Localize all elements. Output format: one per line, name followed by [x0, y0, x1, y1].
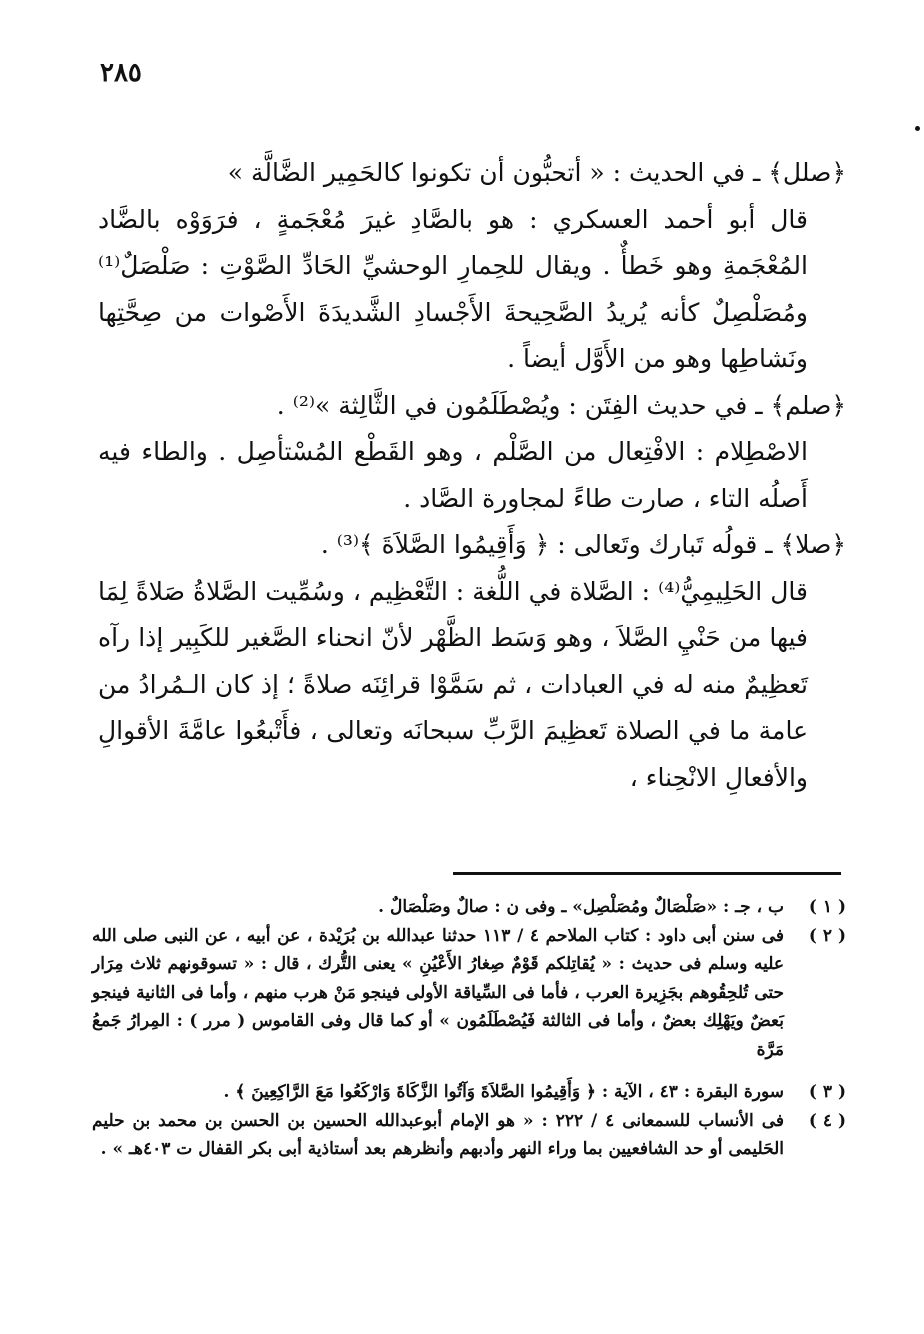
entry-sla-line-1: ـ قولُه تَبارك وتَعالى : ﴿ وَأَقِيمُوا الصَّلاَةَ ﴾⁽³⁾ .: [320, 530, 773, 559]
footnote-text: فى الأنساب للسمعانى ٤ / ٢٢٢ : « هو الإمام أبوعبدالله الحسين بن الحسن بن محمد بن حليم الحَليمى أو حد الشافعيين بما وراء النهر وأدبهم وأنظرهم بعد أستاذية أبى بكر القفال ت ٤٠٣هـ » .: [92, 1110, 784, 1159]
footnote-2: [92, 922, 846, 1065]
footnote-spacer: [92, 1064, 846, 1078]
footnote-1: [92, 893, 846, 922]
entry-sla-paragraph: قال الحَلِيمِيُّ⁽⁴⁾ : الصَّلاة في اللُّغة : التَّعْظِيم ، وسُمِّيت الصَّلاةُ صَلاةً لِمَا فيها من حَنْيِ الصَّلاَ ، وهو وَسَط الظَّهْر لأنّ انحناء الصَّغير للكَبِير إذا رآه تَعظِيمٌ منه له في العبادات ، ثم سَمَّوْا قرائِنَه صلاةً ؛ إذ كان الـمُرادُ من عامة ما في الصلاة تَعظِيمَ الرَّبِّ سبحانَه وتعالى ، فأَتْبعُوا عامَّةَ الأقوالِ والأفعالِ الانْحِناء ،: [98, 576, 808, 792]
main-text: [98, 150, 846, 801]
footnote-3: [92, 1078, 846, 1107]
entry-slm-heading-line: [98, 383, 846, 430]
entry-head-sll: ﴿صلل﴾: [768, 158, 846, 187]
footnote-number: ( ٤ ): [808, 1110, 846, 1131]
entry-head-slm: ﴿صلم﴾: [770, 390, 846, 420]
footnote-number: ( ٢ ): [808, 925, 846, 946]
entry-sll-paragraph: قال أبو أحمد العسكري : هو بالصَّادِ غيرَ مُعْجَمةٍ ، فرَوَوْه بالضَّاد المُعْجَمةِ وهو خَطأٌ . ويقال للحِمارِ الوحشيِّ الحَادِّ الصَّوْتِ : صَلْصَلٌ⁽¹⁾ ومُصَلْصِلٌ كأنه يُريدُ الصَّحِيحةَ الأَجْسادِ الشَّديدَةَ الأَصْوات من صِحَّتِها ونَشاطِها وهو من الأَوَّل أيضاً .: [98, 204, 808, 373]
footnote-divider: [453, 872, 841, 875]
footnote-text: ب ، جـ : «صَلْصَالٌ ومُصَلْصِل» ـ وفى ن : صالٌ وصَلْصَالٌ .: [378, 897, 784, 917]
footnotes: [92, 893, 846, 1164]
entry-sll-line-1: ـ في الحديث : « أتحبُّون أن تكونوا كالحَمِير الضَّالَّة »: [227, 158, 761, 187]
entry-sll-heading-line: [98, 150, 846, 197]
entry-slm-line-1: ـ في حديث الفِتَن : ويُصْطَلَمُون في الثَّالِثة »⁽²⁾ .: [276, 390, 763, 420]
footnote-text: فى سنن أبى داود : كتاب الملاحم ٤ / ١١٣ حدثنا عبدالله بن بُرَيْدة ، عن أبيه ، عن النبى صلى الله عليه وسلم فى حديث : « يُقاتِلكم قَوْمٌ صِغارُ الأَعْيُنِ » يعنى التُّرك ، قال : « تسوقونهم ثلاث مِرَار حتى تُلحِقُوهم بجَزِيرة العرب ، فأما فى السِّياقة الأولى فينجو مَنْ هرب منهم ، وأما فى الثانية فينجو بَعضٌ ويَهْلِك بعضٌ ، وأما فى الثالثة فَيُصْطَلَمُون » أو كما قال وفى القاموس ( مرر ) : المِرارُ جَمعُ مَرَّة: [92, 925, 784, 1060]
footnote-text: سورة البقرة : ٤٣ ، الآية : ﴿ وَأَقِيمُوا الصَّلاَةَ وَآتُوا الزَّكَاةَ وَارْكَعُوا مَعَ الرَّاكِعِينَ ﴾ .: [223, 1082, 784, 1102]
margin-dot: [915, 126, 920, 131]
footnote-number: ( ٣ ): [808, 1082, 846, 1102]
entry-head-sla: ﴿صلا﴾: [780, 530, 846, 559]
entry-slm-paragraph: الاصْطِلام : الافْتِعال من الصَّلْم ، وهو القَطْع المُسْتأصِل . والطاء فيه أَصلُه التاء ، صارت طاءً لمجاورة الصَّاد .: [98, 437, 808, 513]
page-number: ٢٨٥: [100, 58, 142, 88]
footnote-4: [92, 1107, 846, 1164]
entry-sla-heading-line: [98, 522, 846, 569]
footnote-number: ( ١ ): [808, 897, 846, 917]
